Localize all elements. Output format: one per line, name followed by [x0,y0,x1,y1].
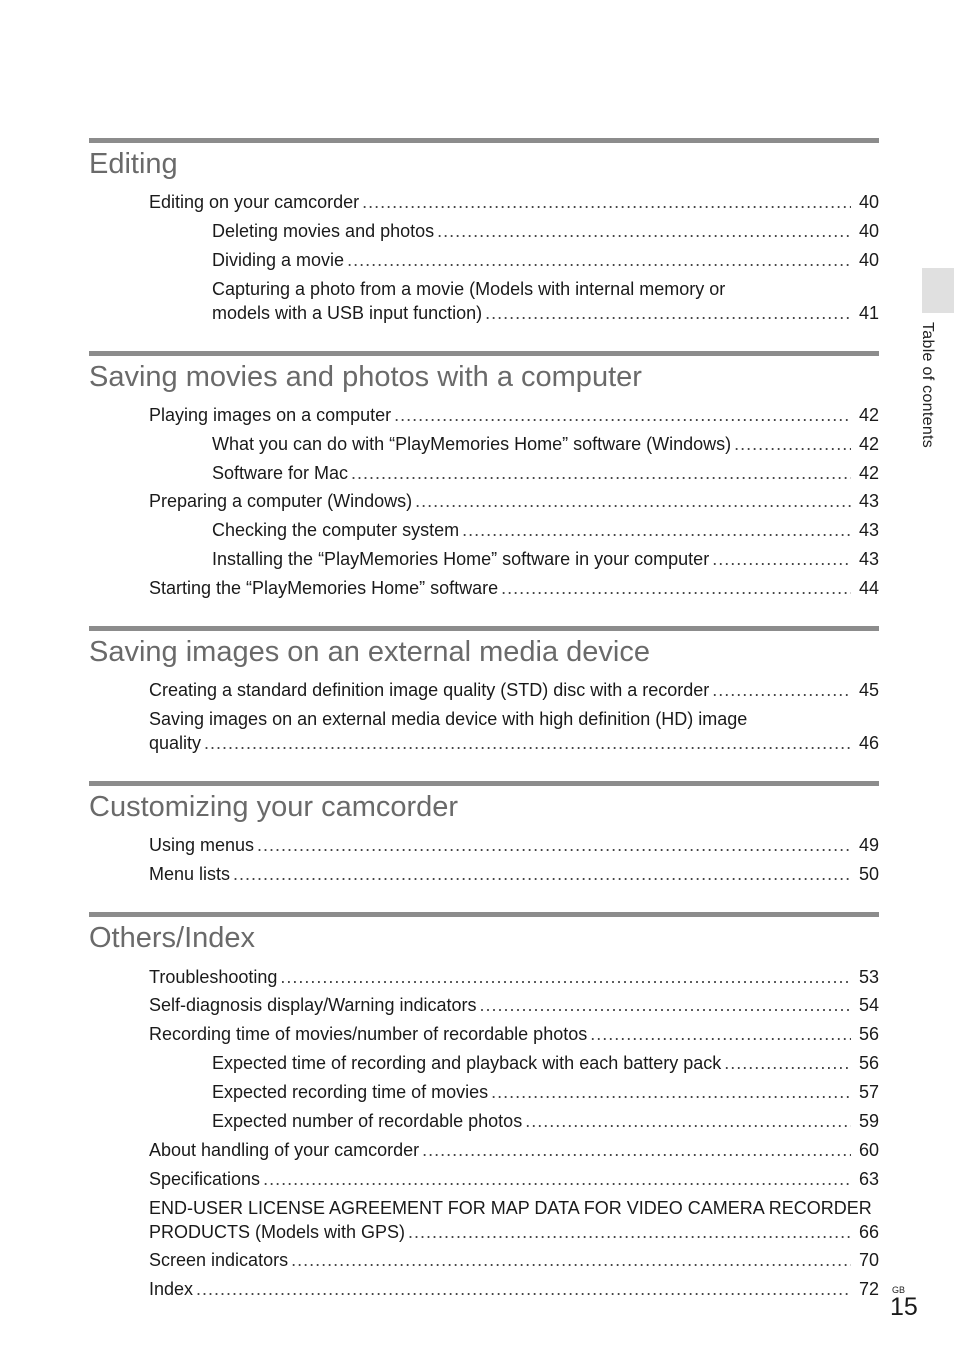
toc-entry-page: 40 [858,192,879,212]
toc-entry-page: 42 [858,434,879,454]
leader-dots [408,1220,851,1244]
toc-entry-text-continued: models with a USB input function) [212,303,483,323]
section-external-media [89,626,879,753]
section-rule [89,138,879,143]
side-tab-marker[interactable] [922,268,954,313]
toc-entry-text: Preparing a computer (Windows) [149,491,413,511]
toc-entry-page: 59 [858,1111,879,1131]
toc-entry[interactable] [149,1022,879,1046]
toc-entry-text-continued: PRODUCTS (Models with GPS) [149,1222,406,1242]
toc-entry-text: About handling of your camcorder [149,1140,420,1160]
leader-dots [291,1248,851,1272]
section-customizing [89,781,879,884]
toc-entry-page: 41 [858,303,879,323]
section-saving-computer [89,351,879,598]
toc-entry-text: Deleting movies and photos [212,221,435,241]
toc-entry-page: 70 [858,1250,879,1270]
toc-entry[interactable] [212,518,879,542]
toc-entry-text: Screen indicators [149,1250,289,1270]
leader-dots [280,965,851,989]
toc-entry-page: 43 [858,549,879,569]
toc-entry-text: END-USER LICENSE AGREEMENT FOR MAP DATA FOR VIDEO CAMERA RECORDER [149,1198,872,1218]
toc-entry[interactable] [149,833,879,857]
toc-entry-page: 54 [858,995,879,1015]
toc-entry-page: 56 [858,1053,879,1073]
leader-dots [491,1080,851,1104]
leader-dots [347,248,851,272]
toc-entry-text: Troubleshooting [149,967,278,987]
leader-dots [734,432,851,456]
toc-entry[interactable] [149,190,879,214]
section-rule [89,626,879,631]
section-rule [89,781,879,786]
leader-dots [712,547,851,571]
toc-entry[interactable] [212,461,879,485]
toc-entry-page: 43 [858,491,879,511]
toc-entry[interactable] [149,993,879,1017]
toc-entry[interactable] [149,576,879,600]
leader-dots [501,576,851,600]
toc-entry[interactable] [149,489,879,513]
leader-dots [196,1277,851,1301]
toc-entry-page: 40 [858,221,879,241]
section-title: Saving images on an external media device [89,636,650,668]
toc-entry-text: Capturing a photo from a movie (Models with internal memory or [212,279,726,299]
toc-entry-text: Saving images on an external media device with high definition (HD) image [149,709,748,729]
leader-dots [351,461,851,485]
toc-entry[interactable] [212,1080,879,1104]
side-tab-label: Table of contents [919,322,936,449]
toc-entry-page: 56 [858,1024,879,1044]
toc-entry-page: 43 [858,520,879,540]
toc-entry[interactable] [212,1109,879,1133]
toc-entry-text-continued: quality [149,733,202,753]
toc-entry-text: Expected number of recordable photos [212,1111,523,1131]
section-others-index [89,912,879,1299]
toc-entry-text: Playing images on a computer [149,405,392,425]
leader-dots [590,1022,851,1046]
toc-entry-text: Index [149,1279,194,1299]
toc-entry-page: 72 [858,1279,879,1299]
toc-entry-page: 50 [858,864,879,884]
toc-entry-page: 42 [858,405,879,425]
toc-entry-page: 49 [858,835,879,855]
toc-entry-text: Expected time of recording and playback with each battery pack [212,1053,722,1073]
section-title: Saving movies and photos with a computer [89,361,642,393]
toc-entry[interactable] [149,965,879,989]
leader-dots [480,993,852,1017]
toc-entry[interactable] [212,1051,879,1075]
leader-dots [263,1167,851,1191]
section-title: Others/Index [89,922,256,954]
leader-dots [394,403,851,427]
leader-dots [362,190,851,214]
toc-entry[interactable] [149,862,879,886]
leader-dots [422,1138,851,1162]
toc-entry[interactable] [149,403,879,427]
toc-entry-text: Self-diagnosis display/Warning indicators [149,995,477,1015]
toc-entry-page: 66 [858,1222,879,1242]
toc-entry-text: Installing the “PlayMemories Home” software in your computer [212,549,710,569]
toc-entry-text: Software for Mac [212,463,349,483]
toc-entry[interactable] [212,432,879,456]
toc-entry-text: Editing on your camcorder [149,192,360,212]
toc-entry-page: 46 [858,733,879,753]
section-title: Editing [89,148,178,180]
leader-dots [415,489,851,513]
toc-entry-page: 44 [858,578,879,598]
section-title: Customizing your camcorder [89,791,459,823]
leader-dots [204,731,851,755]
toc-entry-page: 40 [858,250,879,270]
leader-dots [233,862,851,886]
toc-entry[interactable] [212,277,879,325]
section-editing [89,138,879,323]
toc-entry-page: 60 [858,1140,879,1160]
page-number: 15 [890,1293,918,1321]
toc-entry[interactable] [149,1196,879,1244]
section-rule [89,351,879,356]
toc-entry[interactable] [212,248,879,272]
toc-entry[interactable] [212,219,879,243]
toc-entry-text: Menu lists [149,864,231,884]
section-rule [89,912,879,917]
toc-entry[interactable] [212,547,879,571]
leader-dots [712,678,851,702]
leader-dots [525,1109,851,1133]
toc-entry-page: 57 [858,1082,879,1102]
toc-entry-text: Expected recording time of movies [212,1082,489,1102]
leader-dots [257,833,851,857]
toc-entry-text: Recording time of movies/number of recordable photos [149,1024,588,1044]
toc-entry-text: Using menus [149,835,255,855]
toc-entry-text: Creating a standard definition image quality (STD) disc with a recorder [149,680,710,700]
toc-entry-page: 45 [858,680,879,700]
leader-dots [437,219,851,243]
toc-entry-text: Dividing a movie [212,250,345,270]
toc-entry[interactable] [149,1138,879,1162]
toc-entry[interactable] [149,678,879,702]
toc-entry-page: 63 [858,1169,879,1189]
toc-entry[interactable] [149,707,879,755]
toc-entry-text: Checking the computer system [212,520,460,540]
toc-entry-page: 42 [858,463,879,483]
leader-dots [462,518,851,542]
toc-entry-page: 53 [858,967,879,987]
leader-dots [724,1051,851,1075]
page-region-code: GB [892,1285,906,1295]
toc-entry-text: Starting the “PlayMemories Home” software [149,578,499,598]
toc-entry[interactable] [149,1248,879,1272]
toc-entry-text: What you can do with “PlayMemories Home” software (Windows) [212,434,732,454]
toc-entry-text: Specifications [149,1169,261,1189]
leader-dots [485,301,851,325]
toc-entry[interactable] [149,1167,879,1191]
toc-entry[interactable] [149,1277,879,1301]
